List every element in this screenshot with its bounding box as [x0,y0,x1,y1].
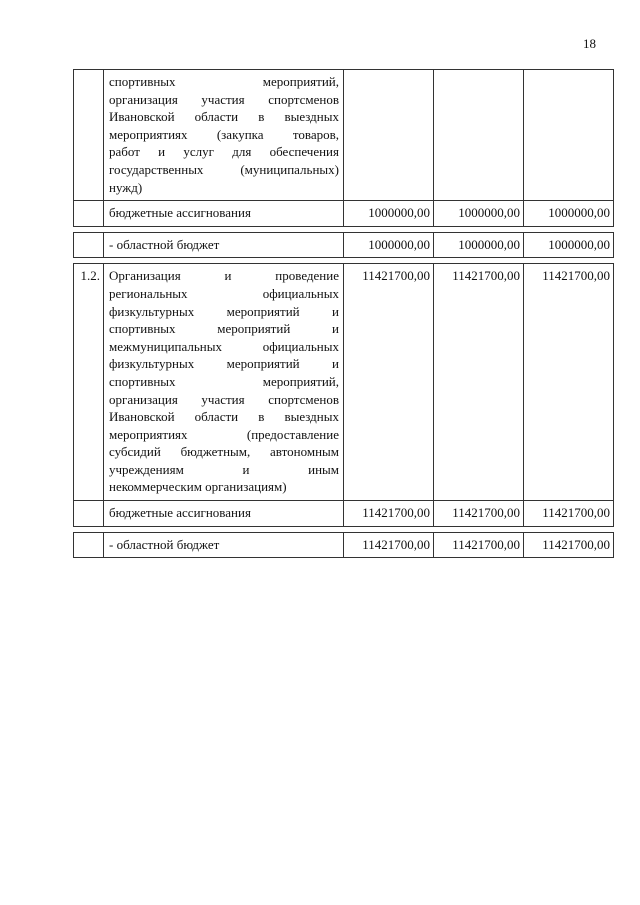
amount-cell-1: 1000000,00 [344,201,434,227]
row-description-cell [104,201,344,227]
table-row [74,232,614,258]
description-line: нужд) [109,179,143,195]
description-line: спортивных мероприятий, [109,373,339,389]
description-line: бюджетные ассигнования [109,205,251,221]
amount-cell-1: 1000000,00 [344,232,434,258]
table-row [74,70,614,201]
amount-cell-2: 11421700,00 [434,264,524,501]
budget-table-body [74,70,614,558]
row-description-cell [104,232,344,258]
row-code-cell [74,501,104,527]
amount-cell-3: 11421700,00 [524,532,614,558]
description-line: субсидий бюджетным, автономным [109,444,339,460]
row-description-cell [104,532,344,558]
description-line: - областной бюджет [109,236,220,252]
row-description-cell [104,501,344,527]
description-line: некоммерческим организациям) [109,479,287,495]
amount-cell-1: 11421700,00 [344,501,434,527]
row-code-cell [74,532,104,558]
row-description-cell [104,264,344,501]
description-line: Ивановской области в выездных [109,409,339,425]
amount-cell-2: 1000000,00 [434,232,524,258]
amount-cell-1: 11421700,00 [344,532,434,558]
amount-cell-3: 11421700,00 [524,501,614,527]
row-code-cell [74,201,104,227]
amount-cell-1 [344,70,434,201]
description-line: спортивных мероприятий, [109,74,339,89]
description-line: работ и услуг для обеспечения [109,144,339,160]
description-line: физкультурных мероприятий и [109,303,339,319]
table-row [74,501,614,527]
amount-cell-1: 11421700,00 [344,264,434,501]
row-description-cell [104,70,344,201]
amount-cell-3: 1000000,00 [524,201,614,227]
row-code-cell [74,232,104,258]
description-line: физкультурных мероприятий и [109,356,339,372]
row-code-cell [74,70,104,201]
description-line: государственных (муниципальных) [109,161,339,177]
description-line: - областной бюджет [109,536,220,552]
description-line: организация участия спортсменов [109,91,339,107]
amount-cell-3: 1000000,00 [524,232,614,258]
table-row [74,264,614,501]
table-row [74,532,614,558]
amount-cell-3: 11421700,00 [524,264,614,501]
description-line: бюджетные ассигнования [109,505,251,521]
description-line: межмуниципальных официальных [109,338,339,354]
description-line: организация участия спортсменов [109,391,339,407]
description-line: Организация и проведение [109,268,339,284]
amount-cell-2: 11421700,00 [434,532,524,558]
amount-cell-2: 11421700,00 [434,501,524,527]
page-number: 18 [583,36,596,51]
row-code-cell: 1.2. [74,264,104,501]
amount-cell-2 [434,70,524,201]
table-row [74,201,614,227]
amount-cell-3 [524,70,614,201]
description-line: спортивных мероприятий и [109,321,339,337]
budget-table [73,69,614,558]
description-line: мероприятиях (закупка товаров, [109,126,339,142]
amount-cell-2: 1000000,00 [434,201,524,227]
description-line: мероприятиях (предоставление [109,426,339,442]
description-line: региональных официальных [109,285,339,301]
description-line: Ивановской области в выездных [109,109,339,125]
description-line: учреждениям и иным [109,461,339,477]
